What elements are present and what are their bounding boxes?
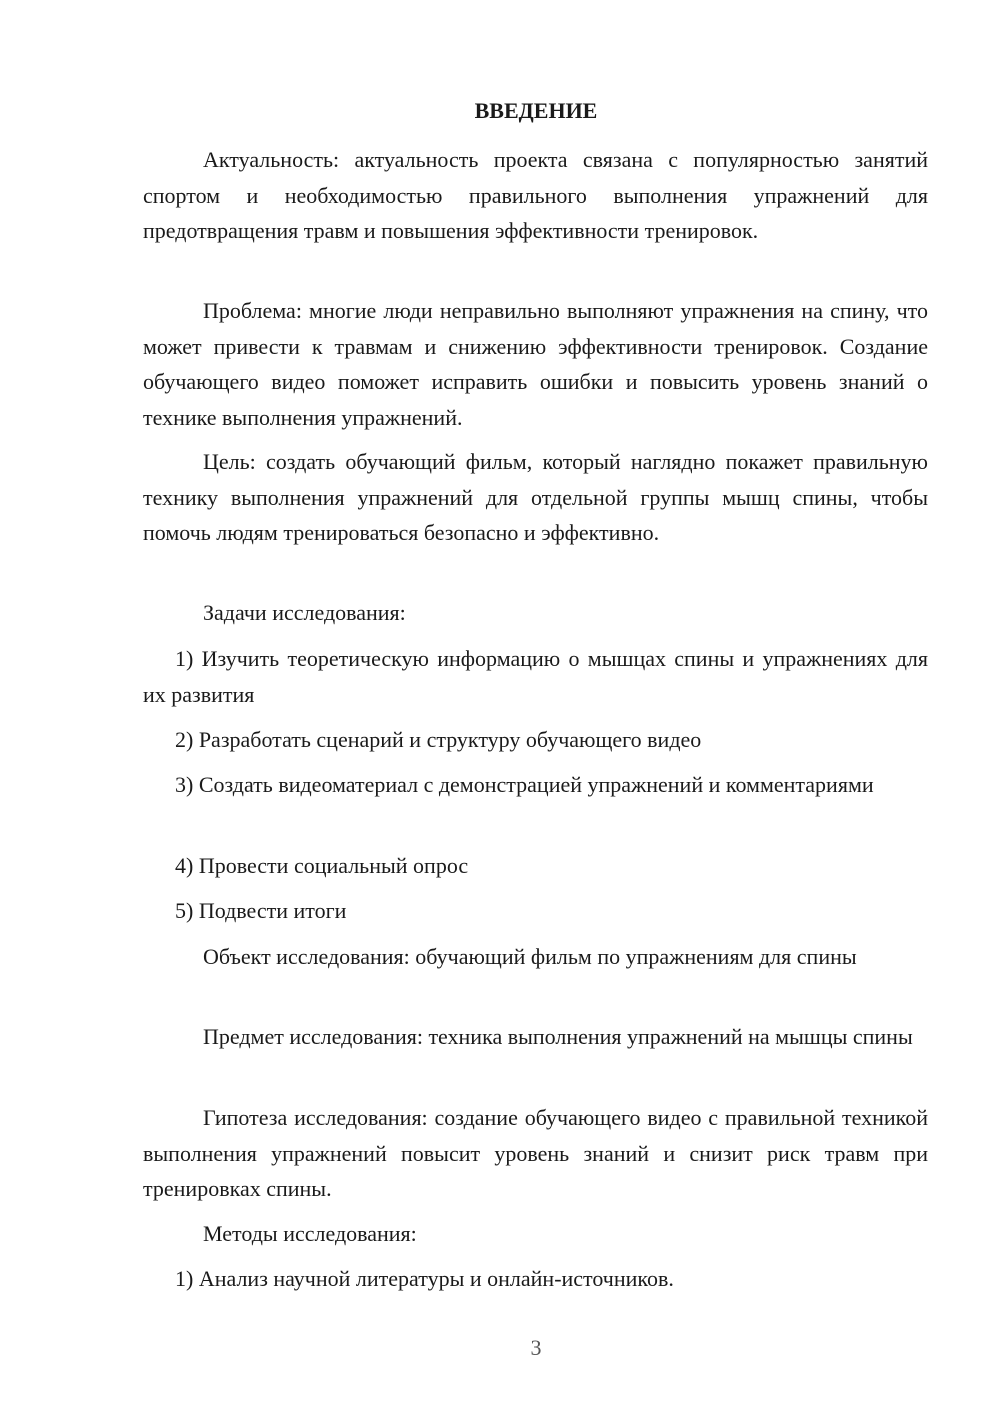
paragraph-object: Объект исследования: обучающий фильм по упражнениям для спины <box>203 944 857 969</box>
list-item-task-5: 5) Подвести итоги <box>175 898 347 923</box>
paragraph-problem: Проблема: многие люди неправильно выполняют упражнения на спину, что может привести к травмам и снижению эффективности тренировок. Создание обучающего видео поможет исправить ошибки и повысить уровень знаний о технике выполнения упражнений. <box>143 298 928 430</box>
paragraph-subject: Предмет исследования: техника выполнения упражнений на мышцы спины <box>203 1024 913 1049</box>
paragraph-hypothesis: Гипотеза исследования: создание обучающего видео с правильной техникой выполнения упражнений повысит уровень знаний и снизит риск травм при тренировках спины. <box>143 1105 928 1201</box>
list-item-task-3: 3) Создать видеоматериал с демонстрацией упражнений и комментариями <box>175 772 874 797</box>
list-item-task-2: 2) Разработать сценарий и структуру обучающего видео <box>175 727 702 752</box>
page-number: 3 <box>530 1335 542 1360</box>
paragraph-methods-heading: Методы исследования: <box>203 1221 417 1246</box>
section-title: ВВЕДЕНИЕ <box>474 98 598 123</box>
paragraph-tasks-heading: Задачи исследования: <box>203 600 406 625</box>
list-item-task-4: 4) Провести социальный опрос <box>175 853 469 878</box>
list-item-task-1: 1) Изучить теоретическую информацию о мышцах спины и упражнениях для их развития <box>143 646 928 707</box>
paragraph-relevance: Актуальность: актуальность проекта связана с популярностью занятий спортом и необходимостью правильного выполнения упражнений для предотвращения травм и повышения эффективности тренировок. <box>143 147 928 243</box>
paragraph-goal: Цель: создать обучающий фильм, который наглядно покажет правильную технику выполнения упражнений для отдельной группы мышц спины, чтобы помочь людям тренироваться безопасно и эффективно. <box>143 449 928 545</box>
list-item-method-1: 1) Анализ научной литературы и онлайн-источников. <box>175 1266 674 1291</box>
